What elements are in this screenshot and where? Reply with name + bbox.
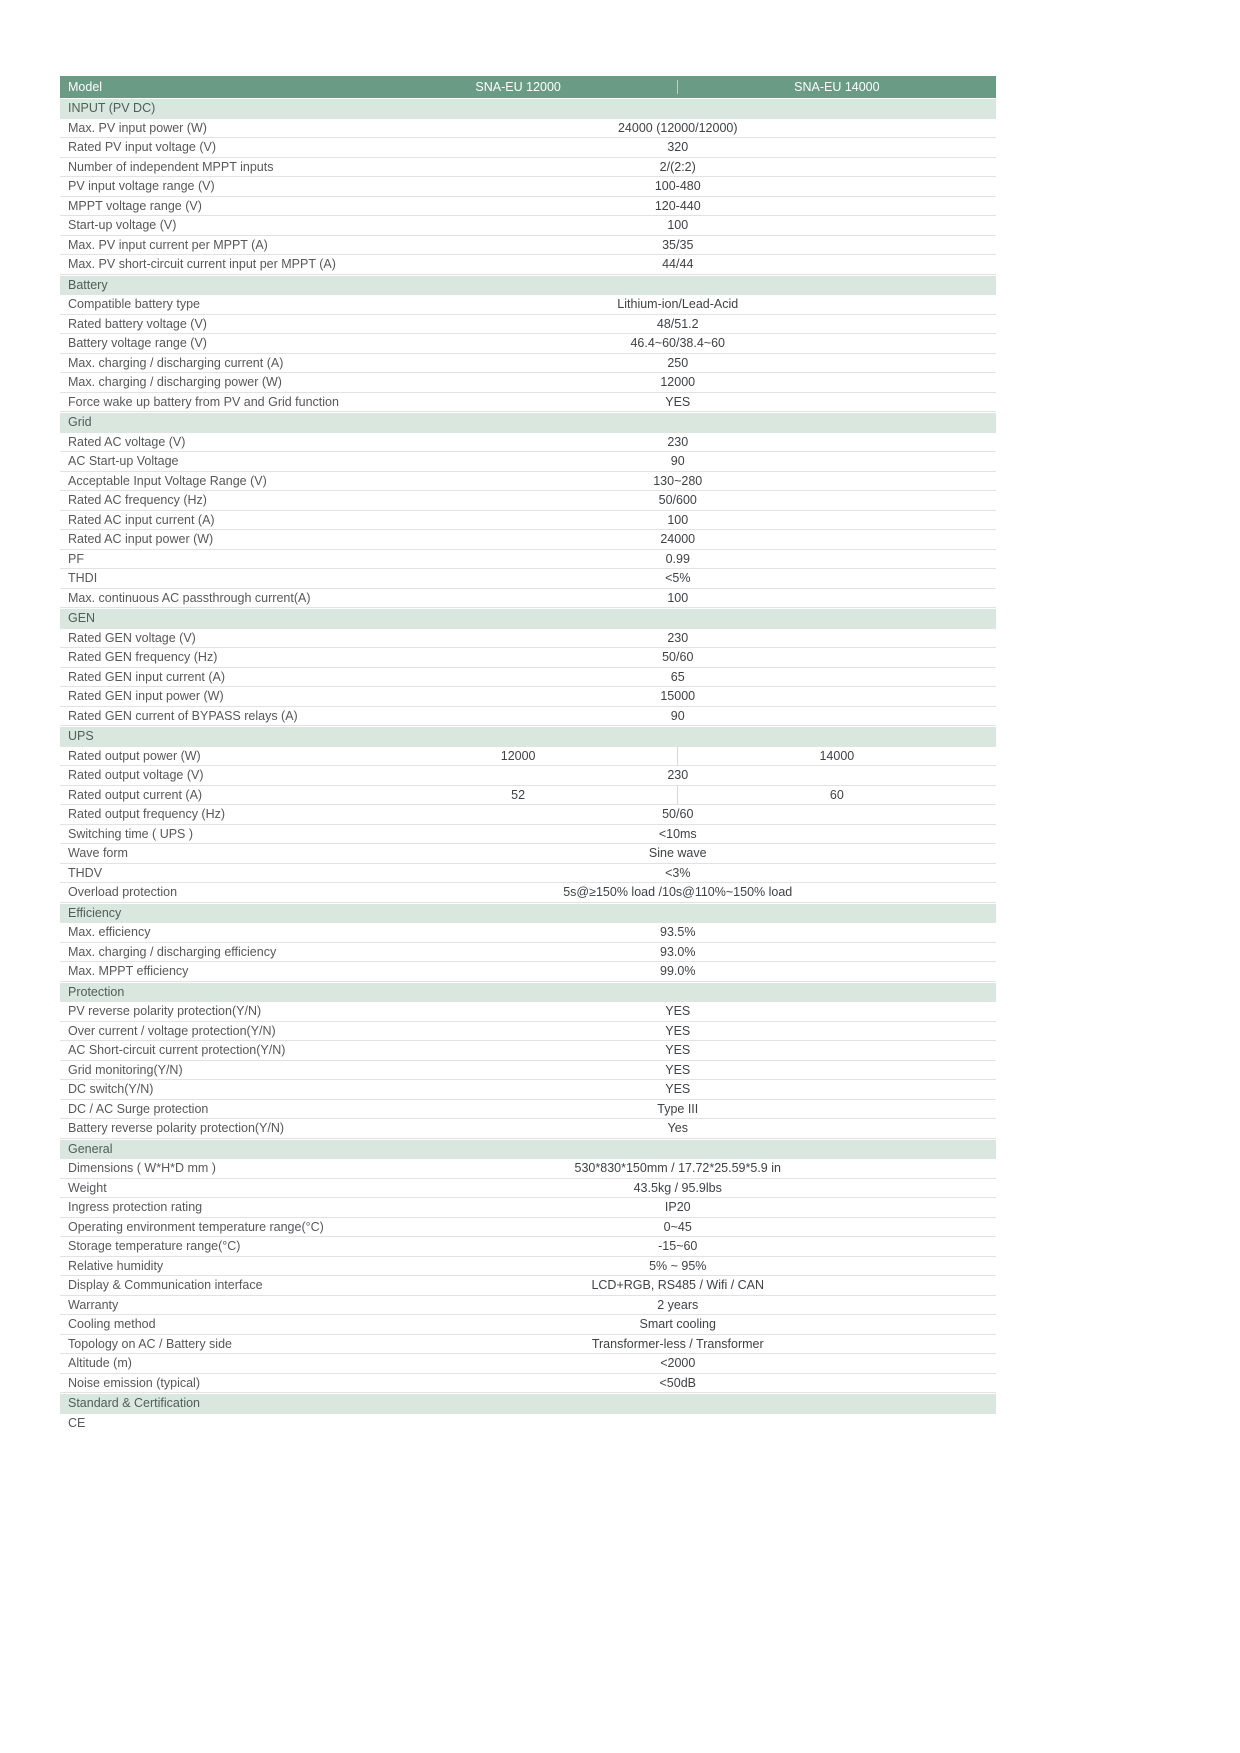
- spec-row: [60, 472, 996, 492]
- spec-row: [60, 1061, 996, 1081]
- row-label: Warranty: [68, 1297, 119, 1312]
- section-header: INPUT (PV DC): [60, 99, 996, 119]
- spec-row: [60, 491, 996, 511]
- spec-row: [60, 119, 996, 139]
- spec-row: [60, 158, 996, 178]
- row-value: Yes: [667, 1121, 688, 1136]
- spec-row: [60, 138, 996, 158]
- spec-row: [60, 393, 996, 413]
- row-label: Cooling method: [68, 1317, 156, 1332]
- row-value: 2/(2:2): [659, 159, 696, 174]
- row-label: Rated GEN input current (A): [68, 669, 226, 684]
- row-label: DC / AC Surge protection: [68, 1101, 209, 1116]
- row-label: Operating environment temperature range(°C): [68, 1219, 324, 1234]
- row-value: 100: [667, 218, 689, 233]
- spec-row: [60, 883, 996, 903]
- spec-row: [60, 295, 996, 315]
- row-value-model-1: 12000: [360, 747, 678, 766]
- spec-row: [60, 648, 996, 668]
- row-label: Rated output voltage (V): [68, 768, 204, 783]
- row-value: -15~60: [658, 1239, 698, 1254]
- row-label: Rated GEN current of BYPASS relays (A): [68, 708, 298, 723]
- row-label: Max. continuous AC passthrough current(A): [68, 590, 311, 605]
- spec-row: [60, 589, 996, 609]
- row-value: 320: [667, 140, 689, 155]
- row-value: 2 years: [657, 1297, 699, 1312]
- row-value: 230: [667, 434, 689, 449]
- row-value: 24000 (12000/12000): [617, 120, 738, 135]
- row-value: 230: [667, 768, 689, 783]
- spec-row: [60, 668, 996, 688]
- header-model-1: SNA-EU 12000: [360, 80, 678, 94]
- row-label: Relative humidity: [68, 1258, 164, 1273]
- row-value: 35/35: [662, 237, 694, 252]
- spec-row: [60, 1218, 996, 1238]
- row-label: Grid monitoring(Y/N): [68, 1062, 183, 1077]
- row-value: 100: [667, 590, 689, 605]
- header-model-label: Model: [68, 80, 103, 94]
- spec-row: [60, 569, 996, 589]
- row-label: Display & Communication interface: [68, 1278, 263, 1293]
- row-label: Compatible battery type: [68, 297, 201, 312]
- row-label: Start-up voltage (V): [68, 218, 177, 233]
- row-value: 90: [670, 454, 685, 469]
- section-header: General: [60, 1140, 996, 1160]
- table-body: [60, 99, 996, 1433]
- row-label: Over current / voltage protection(Y/N): [68, 1023, 276, 1038]
- section-header: Protection: [60, 983, 996, 1003]
- row-label: Rated output current (A): [68, 787, 203, 802]
- section-header: Efficiency: [60, 904, 996, 924]
- row-label: Rated battery voltage (V): [68, 316, 207, 331]
- spec-row: [60, 864, 996, 884]
- row-label: Battery voltage range (V): [68, 336, 207, 351]
- row-value: <3%: [665, 865, 691, 880]
- row-label: Rated AC input power (W): [68, 532, 214, 547]
- row-value: 93.5%: [660, 925, 696, 940]
- row-label: THDI: [68, 571, 98, 586]
- spec-row: [60, 315, 996, 335]
- spec-row: [60, 511, 996, 531]
- row-label: Rated AC frequency (Hz): [68, 493, 207, 508]
- spec-row: [60, 805, 996, 825]
- row-value: Sine wave: [648, 846, 707, 861]
- spec-row: [60, 1198, 996, 1218]
- row-value: 24000: [660, 532, 696, 547]
- spec-row: [60, 255, 996, 275]
- row-value: 530*830*150mm / 17.72*25.59*5.9 in: [574, 1161, 781, 1176]
- spec-row: [60, 530, 996, 550]
- row-value: <50dB: [659, 1375, 696, 1390]
- spec-row: [60, 1315, 996, 1335]
- spec-row: [60, 766, 996, 786]
- spec-row: [60, 1100, 996, 1120]
- row-value: 230: [667, 630, 689, 645]
- row-label: Max. charging / discharging power (W): [68, 375, 282, 390]
- row-label: THDV: [68, 865, 103, 880]
- row-label: Force wake up battery from PV and Grid function: [68, 394, 339, 409]
- row-label: Battery reverse polarity protection(Y/N): [68, 1121, 285, 1136]
- spec-row: [60, 1296, 996, 1316]
- row-label: Dimensions ( W*H*D mm ): [68, 1161, 216, 1176]
- spec-row: [60, 354, 996, 374]
- spec-row: [60, 1041, 996, 1061]
- row-label: Storage temperature range(°C): [68, 1239, 241, 1254]
- spec-row: [60, 1335, 996, 1355]
- spec-table: [60, 76, 996, 1433]
- row-value: 0.99: [665, 551, 690, 566]
- row-value: 5s@≥150% load /10s@110%~150% load: [563, 885, 793, 900]
- spec-row: [60, 1119, 996, 1139]
- row-label: Number of independent MPPT inputs: [68, 159, 274, 174]
- section-header: UPS: [60, 727, 996, 747]
- row-label: Ingress protection rating: [68, 1200, 203, 1215]
- spec-row: [60, 216, 996, 236]
- row-value: 0~45: [663, 1219, 692, 1234]
- row-label: Acceptable Input Voltage Range (V): [68, 473, 267, 488]
- row-label: Weight: [68, 1180, 107, 1195]
- row-value: IP20: [664, 1200, 691, 1215]
- row-label: Max. PV short-circuit current input per MPPT (A): [68, 257, 336, 272]
- row-value: 99.0%: [660, 964, 696, 979]
- row-label: Rated AC voltage (V): [68, 434, 186, 449]
- row-label: Rated GEN voltage (V): [68, 630, 196, 645]
- row-value-model-2: 14000: [819, 748, 855, 763]
- spec-row: [60, 1374, 996, 1394]
- row-value: YES: [665, 1023, 691, 1038]
- row-value: <10ms: [658, 826, 697, 841]
- spec-row: [60, 943, 996, 963]
- header-model-2: SNA-EU 14000: [794, 80, 880, 94]
- row-label: Rated AC input current (A): [68, 512, 215, 527]
- spec-row: [60, 707, 996, 727]
- row-label: Switching time ( UPS ): [68, 826, 194, 841]
- row-label: Wave form: [68, 846, 128, 861]
- row-value: Transformer-less / Transformer: [591, 1336, 764, 1351]
- row-value: Lithium-ion/Lead-Acid: [617, 297, 739, 312]
- spec-row: [60, 1257, 996, 1277]
- row-value: 250: [667, 355, 689, 370]
- spec-row: [60, 786, 996, 806]
- row-label: Rated GEN input power (W): [68, 689, 224, 704]
- section-header: GEN: [60, 609, 996, 629]
- row-value: <2000: [660, 1356, 696, 1371]
- row-label: PF: [68, 551, 84, 566]
- row-value-model-2: 60: [829, 787, 844, 802]
- spec-row: [60, 1080, 996, 1100]
- spec-row: [60, 373, 996, 393]
- row-value: YES: [665, 1082, 691, 1097]
- row-value: 120-440: [654, 198, 701, 213]
- row-value: YES: [665, 1062, 691, 1077]
- spec-row: [60, 177, 996, 197]
- spec-row: [60, 629, 996, 649]
- row-label: Max. MPPT efficiency: [68, 964, 189, 979]
- row-label: Rated output power (W): [68, 748, 201, 763]
- row-label: Topology on AC / Battery side: [68, 1336, 232, 1351]
- spec-row: [60, 923, 996, 943]
- row-label: Max. PV input power (W): [68, 120, 207, 135]
- row-label: Noise emission (typical): [68, 1375, 200, 1390]
- spec-row: [60, 1002, 996, 1022]
- row-value: YES: [665, 1043, 691, 1058]
- row-label: MPPT voltage range (V): [68, 198, 202, 213]
- spec-row: [60, 433, 996, 453]
- row-label: Altitude (m): [68, 1356, 132, 1371]
- row-label: Max. PV input current per MPPT (A): [68, 237, 268, 252]
- row-value: 65: [670, 669, 685, 684]
- row-label: Max. charging / discharging current (A): [68, 355, 284, 370]
- row-label: Max. charging / discharging efficiency: [68, 944, 277, 959]
- row-value-model-1: 52: [360, 786, 678, 805]
- row-value: YES: [665, 1004, 691, 1019]
- spec-row: [60, 687, 996, 707]
- row-label: Overload protection: [68, 885, 178, 900]
- spec-row: [60, 197, 996, 217]
- row-value: <5%: [665, 571, 691, 586]
- spec-row: [60, 962, 996, 982]
- row-label: Max. efficiency: [68, 925, 151, 940]
- row-label: PV reverse polarity protection(Y/N): [68, 1004, 262, 1019]
- section-header: Grid: [60, 413, 996, 433]
- spec-row: [60, 334, 996, 354]
- spec-row: [60, 1022, 996, 1042]
- row-value: 43.5kg / 95.9lbs: [633, 1180, 722, 1195]
- row-value: 50/600: [658, 493, 697, 508]
- row-value: 50/60: [662, 807, 694, 822]
- spec-row: [60, 1179, 996, 1199]
- row-value: Type III: [657, 1101, 699, 1116]
- spec-row: [60, 1354, 996, 1374]
- spec-row: [60, 452, 996, 472]
- row-value: 90: [670, 708, 685, 723]
- spec-row: [60, 236, 996, 256]
- row-label: Rated PV input voltage (V): [68, 140, 216, 155]
- row-label: CE: [68, 1416, 86, 1431]
- row-value: 44/44: [662, 257, 694, 272]
- row-value: Smart cooling: [639, 1317, 716, 1332]
- row-label: AC Start-up Voltage: [68, 454, 179, 469]
- spec-row: [60, 550, 996, 570]
- row-value: YES: [665, 394, 691, 409]
- spec-row: [60, 1276, 996, 1296]
- spec-row: [60, 747, 996, 767]
- row-label: DC switch(Y/N): [68, 1082, 154, 1097]
- row-label: Rated output frequency (Hz): [68, 807, 226, 822]
- spec-row: [60, 844, 996, 864]
- row-value: 130~280: [653, 473, 703, 488]
- row-value: 50/60: [662, 650, 694, 665]
- row-label: AC Short-circuit current protection(Y/N): [68, 1043, 286, 1058]
- spec-row: [60, 1414, 996, 1434]
- row-value: 100: [667, 512, 689, 527]
- row-value: 100-480: [654, 179, 701, 194]
- row-value: 48/51.2: [656, 316, 699, 331]
- section-header: Standard & Certification: [60, 1394, 996, 1414]
- row-value: 12000: [660, 375, 696, 390]
- row-value: 46.4~60/38.4~60: [630, 336, 726, 351]
- spec-row: [60, 1237, 996, 1257]
- row-label: Rated GEN frequency (Hz): [68, 650, 218, 665]
- spec-row: [60, 825, 996, 845]
- row-value: 15000: [660, 689, 696, 704]
- table-header-row: [60, 76, 996, 98]
- spec-row: [60, 1159, 996, 1179]
- row-value: LCD+RGB, RS485 / Wifi / CAN: [591, 1278, 765, 1293]
- row-label: PV input voltage range (V): [68, 179, 215, 194]
- section-header: Battery: [60, 276, 996, 296]
- row-value: 5% ~ 95%: [649, 1258, 707, 1273]
- row-value: 93.0%: [660, 944, 696, 959]
